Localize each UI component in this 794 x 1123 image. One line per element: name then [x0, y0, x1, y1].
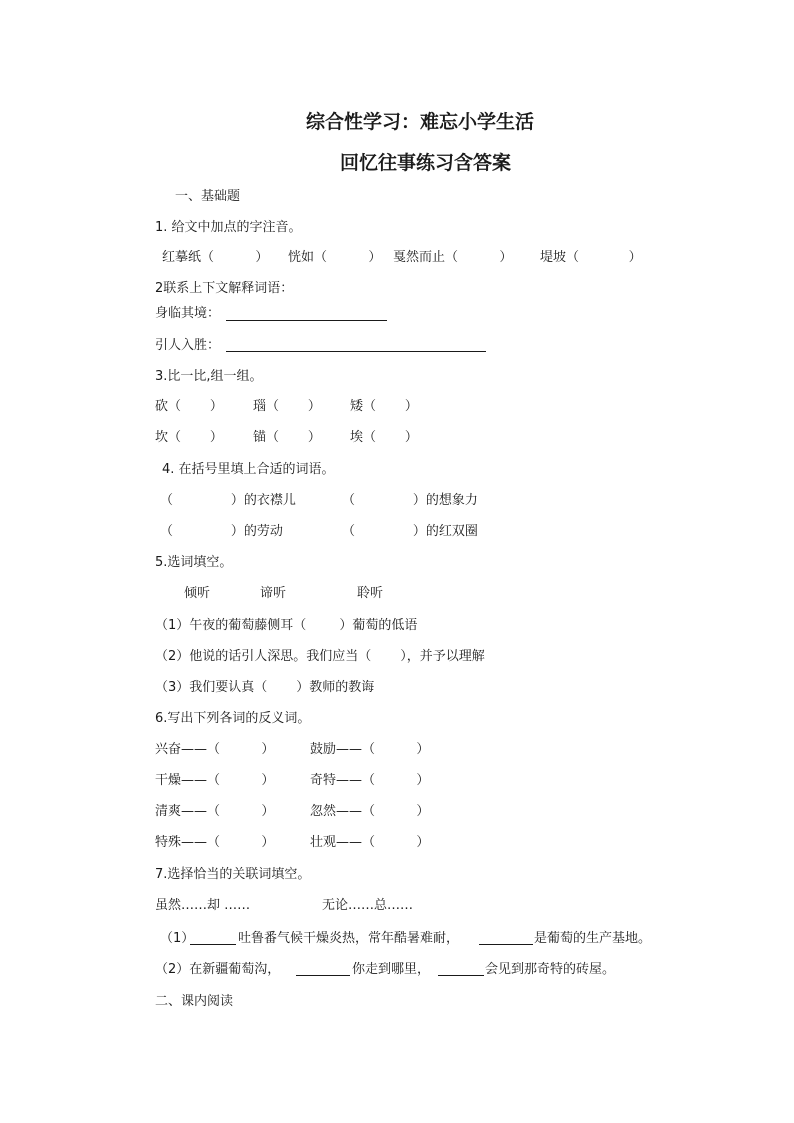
q2-answer-line-1[interactable]	[226, 320, 387, 321]
q6-item: 清爽——（ ）	[155, 804, 275, 819]
q4-item: （ ）的衣襟儿	[160, 493, 296, 508]
q5-prompt: 5.选词填空。	[155, 555, 233, 570]
q7-sentence-2-end: 会见到那奇特的砖屋。	[485, 962, 616, 977]
q3-prompt: 3.比一比,组一组。	[155, 369, 263, 384]
q5-option: 聆听	[357, 586, 384, 601]
q7-blank[interactable]	[190, 944, 236, 945]
q5-option: 倾听	[184, 586, 211, 601]
section-basic: 一、基础题	[175, 189, 241, 204]
q7-sentence-2-start: （2）在新疆葡萄沟，	[155, 962, 281, 977]
q6-item: 兴奋——（ ）	[155, 742, 275, 757]
q7-sentence-2-mid: 你走到哪里，	[352, 962, 431, 977]
q7-blank[interactable]	[296, 975, 350, 976]
q6-prompt: 6.写出下列各词的反义词。	[155, 711, 311, 726]
q1-prompt: 1. 给文中加点的字注音。	[155, 220, 302, 235]
q7-blank[interactable]	[438, 975, 484, 976]
q7-sentence-1-num: （1）	[160, 931, 195, 946]
q4-item: （ ）的红双圈	[342, 524, 478, 539]
page-title: 综合性学习：难忘小学生活	[306, 111, 535, 133]
q5-option: 谛听	[260, 586, 287, 601]
section-reading: 二、课内阅读	[155, 994, 234, 1009]
q3-item: 矮（ ）	[350, 399, 418, 414]
q2-item2: 引人入胜：	[155, 338, 221, 353]
q3-item: 砍（ ）	[155, 399, 223, 414]
q7-blank[interactable]	[479, 944, 533, 945]
q1-item: 恍如（ ）	[288, 250, 382, 265]
q6-item: 鼓励——（ ）	[310, 742, 430, 757]
q6-item: 奇特——（ ）	[310, 773, 430, 788]
q7-prompt: 7.选择恰当的关联词填空。	[155, 867, 311, 882]
q1-item: 戛然而止（ ）	[393, 250, 513, 265]
q7-option: 无论……总……	[322, 898, 414, 913]
q6-item: 壮观——（ ）	[310, 835, 430, 850]
q5-sentence: （1）午夜的葡萄藤侧耳（ ）葡萄的低语	[155, 618, 418, 633]
q1-item: 红摹纸（ ）	[162, 250, 269, 265]
q5-sentence: （2）他说的话引人深思。我们应当（ ），并予以理解	[155, 649, 485, 664]
q4-item: （ ）的想象力	[342, 493, 478, 508]
q1-item: 堤坡（ ）	[540, 250, 642, 265]
q3-item: 锚（ ）	[253, 430, 321, 445]
q4-prompt: 4. 在括号里填上合适的词语。	[162, 462, 335, 477]
q2-prompt: 2联系上下文解释词语：	[155, 281, 294, 296]
q6-item: 特殊——（ ）	[155, 835, 275, 850]
q5-sentence: （3）我们要认真（ ）教师的教诲	[155, 680, 375, 695]
q3-item: 瑙（ ）	[253, 399, 321, 414]
q7-option: 虽然……却 ……	[155, 898, 251, 913]
q2-answer-line-2[interactable]	[226, 351, 486, 352]
q7-sentence-1-end: 是葡萄的生产基地。	[534, 931, 652, 946]
q3-item: 坎（ ）	[155, 430, 223, 445]
q4-item: （ ）的劳动	[160, 524, 283, 539]
q6-item: 忽然——（ ）	[310, 804, 430, 819]
q7-sentence-1-mid: 吐鲁番气候干燥炎热，常年酷暑难耐，	[238, 931, 460, 946]
q3-item: 埃（ ）	[350, 430, 418, 445]
page-subtitle: 回忆往事练习含答案	[340, 152, 512, 174]
q2-item1: 身临其境：	[155, 306, 221, 321]
q6-item: 干燥——（ ）	[155, 773, 275, 788]
